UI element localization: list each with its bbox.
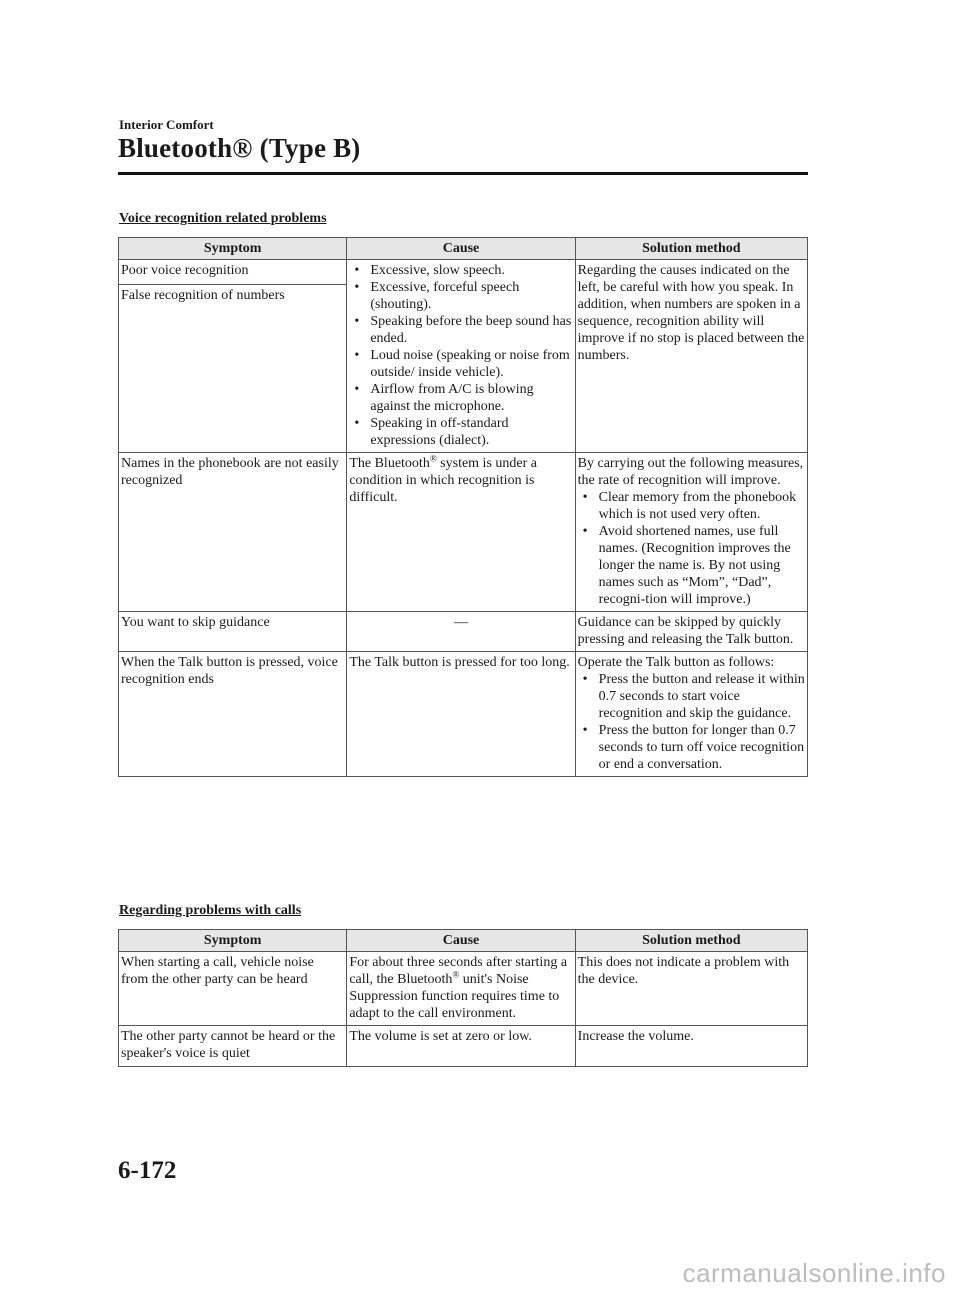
symptom-cell: The other party cannot be heard or the speaker's voice is quiet — [119, 1026, 347, 1067]
list-item: • Clear memory from the phonebook which is not used very often. — [578, 489, 805, 523]
cause-cell — [347, 453, 575, 612]
cause-cell: ― — [347, 612, 575, 652]
list-item: • Excessive, slow speech. — [349, 262, 572, 279]
solution-intro: Operate the Talk button as follows: — [577, 655, 775, 670]
solution-cell — [575, 652, 807, 777]
list-item: • Loud noise (speaking or noise from outside/ inside vehicle). — [349, 347, 572, 381]
column-header-symptom: Symptom — [119, 930, 347, 952]
column-header-solution: Solution method — [575, 238, 807, 260]
cause-cell — [347, 952, 575, 1026]
page-title: Bluetooth® (Type B) — [118, 133, 361, 163]
table-row — [119, 952, 808, 1026]
solution-intro: By carrying out the following measures, the rate of recognition will improve. — [577, 456, 804, 488]
symptom-cell: Poor voice recognition — [119, 260, 347, 285]
symptom-cell: When starting a call, vehicle noise from the other party can be heard — [119, 952, 347, 1026]
list-item: • Avoid shortened names, use full names. (Recognition improves the longer the name is. By not using names such as “Mom”, “Dad”, recogni-tion will improve.) — [578, 523, 805, 608]
column-header-cause: Cause — [347, 238, 575, 260]
solution-cell: This does not indicate a problem with the device. — [575, 952, 807, 1026]
solution-list — [578, 489, 805, 608]
registered-mark: ® — [452, 969, 460, 980]
column-header-solution: Solution method — [575, 930, 807, 952]
list-item: • Press the button for longer than 0.7 seconds to turn off voice recognition or end a conversation. — [578, 722, 805, 773]
table-row — [119, 260, 808, 285]
title-divider — [118, 172, 808, 175]
voice-recognition-heading: Voice recognition related problems — [119, 211, 327, 226]
solution-cell — [575, 453, 807, 612]
cause-text: For about three seconds after starting a call, the Bluetooth — [349, 955, 568, 987]
table-row — [119, 612, 808, 652]
list-item: • Airflow from A/C is blowing against the microphone. — [349, 381, 572, 415]
solution-cell: Increase the volume. — [575, 1026, 807, 1067]
column-header-symptom: Symptom — [119, 238, 347, 260]
table-header-row — [119, 238, 808, 260]
cause-cell: The Talk button is pressed for too long. — [347, 652, 575, 777]
cause-text: unit's Noise Suppression function requires time to adapt to the call environment. — [349, 972, 560, 1021]
watermark: carmanualsonline.info — [682, 1258, 946, 1288]
list-item: • Speaking before the beep sound has ended. — [349, 313, 572, 347]
section-label: Interior Comfort — [119, 117, 214, 132]
symptom-cell: You want to skip guidance — [119, 612, 347, 652]
table-row — [119, 453, 808, 612]
cause-cell — [347, 260, 575, 453]
voice-recognition-table — [118, 237, 808, 777]
table-row — [119, 652, 808, 777]
solution-cell: Guidance can be skipped by quickly pressing and releasing the Talk button. — [575, 612, 807, 652]
list-item: • Press the button and release it within 0.7 seconds to start voice recognition and skip the guidance. — [578, 671, 805, 722]
table-row — [119, 1026, 808, 1067]
symptom-cell: False recognition of numbers — [119, 285, 347, 453]
list-item: • Excessive, forceful speech (shouting). — [349, 279, 572, 313]
table-header-row — [119, 930, 808, 952]
symptom-cell: When the Talk button is pressed, voice recognition ends — [119, 652, 347, 777]
cause-text: The Bluetooth — [349, 456, 430, 471]
list-item: • Speaking in off-standard expressions (dialect). — [349, 415, 572, 449]
column-header-cause: Cause — [347, 930, 575, 952]
calls-table — [118, 929, 808, 1067]
page-number: 6-172 — [118, 1157, 177, 1184]
cause-cell: The volume is set at zero or low. — [347, 1026, 575, 1067]
symptom-cell: Names in the phonebook are not easily recognized — [119, 453, 347, 612]
cause-list — [349, 262, 572, 449]
calls-heading: Regarding problems with calls — [119, 903, 302, 918]
registered-mark: ® — [429, 453, 437, 464]
solution-list — [578, 671, 805, 773]
cause-text: system is under a condition in which recognition is difficult. — [349, 456, 537, 505]
solution-cell: Regarding the causes indicated on the left, be careful with how you speak. In addition, when numbers are spoken in a sequence, recognition ability will improve if no stop is placed between the numbers. — [575, 260, 807, 453]
